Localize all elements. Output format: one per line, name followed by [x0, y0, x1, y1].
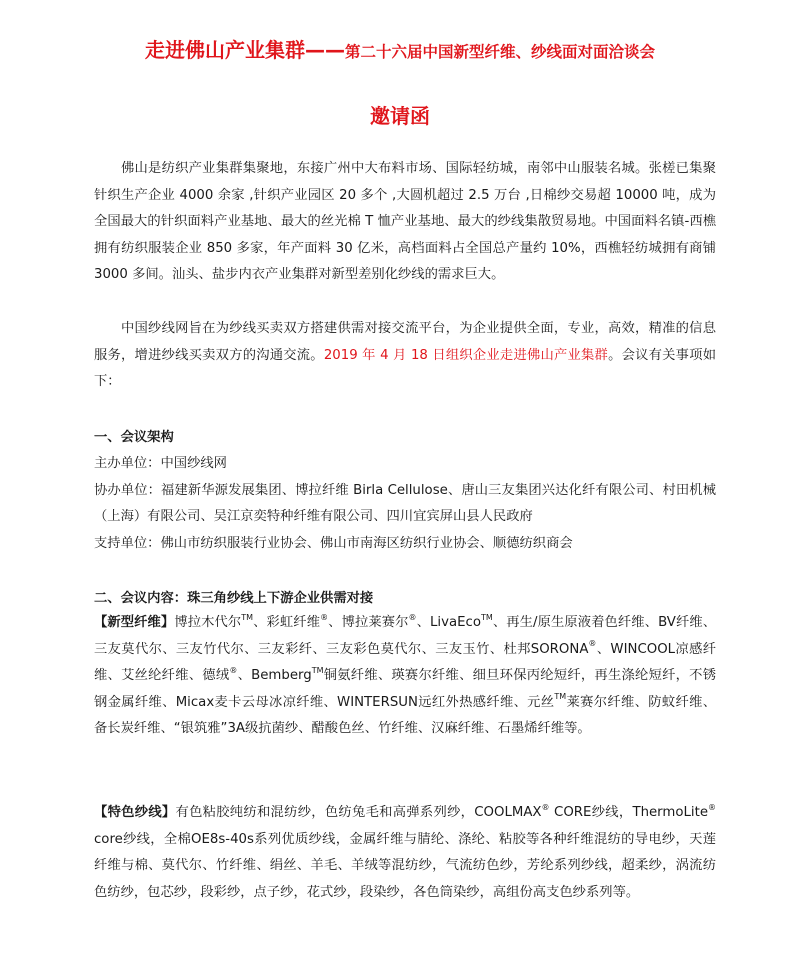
yarn-text-3: core纱线，全棉OE8s-40s系列优质纱线，金属纤维与腈纶、涤纶、粘胶等各种纤维混纺的导电纱，天莲纤维与棉、莫代尔、竹纤维、绢丝、羊毛、羊绒等混纺纱，气流纺色纱，芳纶系列纱线，超柔纱，涡流纺色纺纱，包芯纱，段彩纱，点子纱，花式纱，段染纱，各色筒染纱，高组份高支色纱系列等。 [94, 831, 716, 900]
registered-mark: ® [408, 612, 417, 622]
support-line: 支持单位：佛山市纺织服装行业协会、佛山市南海区纺织行业协会、顺德纺织商会 [94, 535, 573, 551]
new-fiber-paragraph [94, 610, 716, 743]
yarn-text-1: 有色粘胶纯纺和混纺纱，色纺兔毛和高弹系列纱，COOLMAX [175, 805, 542, 820]
trademark-mark: TM [480, 612, 493, 622]
section-1-content [94, 451, 716, 557]
invitation-heading: 邀请函 [370, 104, 430, 128]
fiber-text-6: 、WINCOOL凉感纤维、艾丝纶纤维、德绒 [94, 641, 717, 683]
intro-text-1: 佛山是纺织产业集群集聚地，东接广州中大布料市场、国际轻纺城，南邻中山服装名城。张槎已集聚针织生产企业 4000 余家 ,针织产业园区 20 多个 ,大圆机超过 2.5 万台 ,日棉纱交易超 10000 吨，成为全国最大的针织面料产业基地、最大的丝光棉 T 恤产业基地、最大的纱线集散贸易地。中国面料名镇-西樵拥有纺织服装企业 850 多家，年产面料 30 亿米，高档面料占全国总产量约 10%，西樵轻纺城拥有商铺 3000 多间。汕头、盐步内衣产业集群对新型差别化纱线的需求巨大。 [94, 161, 716, 282]
meeting-date-highlight: 2019 年 4 月 18 日组织企业走进佛山产业集群 [323, 347, 609, 363]
registered-mark: ® [229, 665, 238, 675]
host-line: 主办单位：中国纱线网 [94, 456, 227, 471]
title-dash: —— [304, 38, 345, 62]
fiber-text-9: 莱赛尔纤维、防蚊纤维、备长炭纤维、“银筑雅”3A级抗菌纱、醋酸色丝、竹纤维、汉麻纤维、石墨烯纤维等。 [94, 694, 716, 736]
fiber-text-4: 、LivaEco [416, 615, 481, 630]
section-1-heading: 一、会议架构 [94, 430, 174, 445]
trademark-mark: TM [554, 692, 567, 702]
co-host-line: 协办单位：福建新华源发展集团、博拉纤维 Birla Cellulose、唐山三友集团兴达化纤有限公司、村田机械（上海）有限公司、吴江京奕特种纤维有限公司、四川宜宾屏山县人民政府 [94, 482, 716, 524]
intro-text-2-end: 。会议有关事项如下： [94, 347, 717, 389]
trademark-mark: TM [311, 665, 324, 675]
intro-text-2 [94, 316, 716, 396]
fiber-text-8: 铜氨纤维、瑛赛尔纤维、细旦环保丙纶短纤，再生涤纶短纤，不锈钢金属纤维、Micax麦卡云母冰凉纤维、WINTERSUN远红外热感纤维、元丝 [94, 668, 717, 710]
title-sub: 第二十六届中国新型纤维、纱线面对面洽谈会 [344, 43, 655, 61]
fiber-text-5: 、再生/原生原液着色纤维、BV纤维、三友莫代尔、三友竹代尔、三友彩纤、三友彩色莫代尔、三友玉竹、杜邦SORONA [94, 615, 717, 657]
fiber-text-1: 博拉木代尔 [174, 615, 242, 630]
trademark-mark: TM [241, 612, 254, 622]
new-fiber-tag: 【新型纤维】 [94, 615, 175, 630]
intro-text-2-start: 中国纱线网旨在为纱线买卖双方搭建供需对接交流平台，为企业提供全面，专业，高效，精准的信息服务，增进纱线买卖双方的沟通交流。 [94, 321, 716, 363]
new-fiber-text [94, 610, 716, 743]
special-yarn-paragraph [94, 800, 716, 906]
fiber-text-3: 、博拉莱赛尔 [328, 615, 409, 630]
registered-mark: ® [541, 802, 550, 812]
special-yarn-tag: 【特色纱线】 [94, 805, 176, 820]
special-yarn-text [94, 800, 716, 906]
title-main: 走进佛山产业集群 [144, 38, 305, 62]
registered-mark: ® [708, 802, 716, 812]
fiber-text-2: 、彩虹纤维 [253, 615, 321, 630]
fiber-text-7: 、Bemberg [237, 668, 312, 683]
document-title [60, 38, 740, 64]
yarn-text-2: CORE纱线，ThermoLite [549, 805, 708, 820]
registered-mark: ® [320, 612, 329, 622]
section-2-heading: 二、会议内容：珠三角纱线上下游企业供需对接 [94, 591, 374, 606]
intro-paragraph-2 [94, 316, 716, 396]
intro-paragraph-1 [94, 156, 716, 289]
registered-mark: ® [588, 639, 597, 649]
